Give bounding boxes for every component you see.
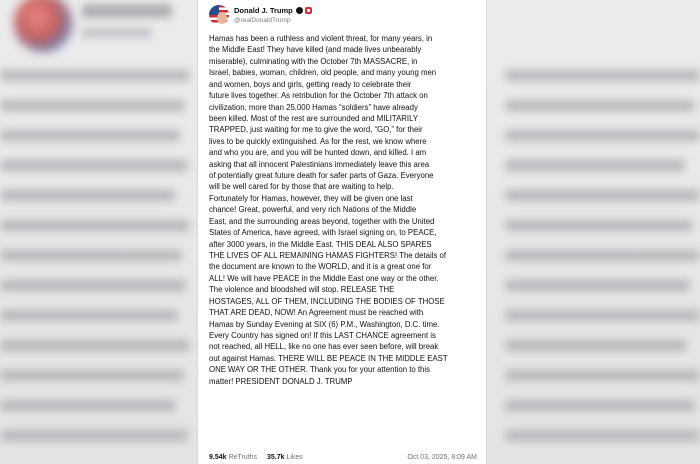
blurred-line [505,430,700,441]
post-card [197,0,487,464]
blurred-line [505,160,685,171]
blurred-line [0,70,190,81]
post-body-line: after 3000 years, in the Middle East. THIS DEAL ALSO SPARES [209,239,432,249]
blurred-line [0,370,184,381]
likes-stat[interactable] [267,454,303,461]
blurred-line [505,370,700,381]
post-body-line: the Middle East! They have killed (and made lives unbearably [209,45,422,55]
post-body-line: will be well cared for by those that are waiting to help. [209,182,394,192]
post-body-line: of potentially great future death for safer parts of Gaza. Everyone [209,171,434,181]
blurred-line [505,250,700,261]
blurred-line [0,400,176,411]
post-body-line: TRAPPED, just waiting for me to give the word, “GO,” for their [209,125,423,135]
post-body-line: the document are known to the WORLD, and it is a great one for [209,262,432,272]
blurred-line [0,220,190,231]
blurred-line [0,250,182,261]
retruths-label: ReTruths [228,454,258,461]
blurred-name [82,4,172,18]
avatar[interactable] [209,5,229,25]
blurred-line [505,220,693,231]
post-body-line: The violence and bloodshed will stop. RELEASE THE [209,285,395,295]
blurred-line [505,340,687,351]
blurred-line [505,130,700,141]
blurred-line [0,160,188,171]
account-badge-icon [305,7,312,14]
blurred-line [0,430,188,441]
post-body-line: and women, boys and girls, getting ready to celebrate their [209,79,412,89]
post-body-line: Every Country has signed on! If this LAST CHANCE agreement is [209,330,436,340]
blurred-line [0,190,175,201]
post-body-line: Hamas by Sunday Evening at SIX (6) P.M., Washington, D.C. time. [209,319,440,329]
post-body-line: ONE WAY OR THE OTHER. Thank you for your attention to this [209,365,430,375]
blurred-line [505,190,700,201]
verified-badge-icon [296,7,303,14]
blurred-avatar [14,0,72,52]
retruths-count: 9.54k [209,454,227,461]
post-footer [209,454,477,461]
blurred-handle [82,28,152,38]
post-body-line: States of America, have agreed, with Israel signing on, to PEACE, [209,228,437,238]
blurred-line [0,340,190,351]
post-body-line: future lives together. As retribution for the October 7th attack on [209,91,428,101]
blurred-line [0,100,185,111]
post-body-line: civilization, more than 25,000 Hamas “soldiers” have already [209,102,418,112]
blurred-line [505,280,690,291]
post-body-line: been killed. Most of the rest are surrounded and MILITARILY [209,113,419,123]
blurred-line [505,70,700,81]
blurred-line [505,400,695,411]
post-body-line: ALL! We will have PEACE in the Middle East one way or the other. [209,273,439,283]
retruths-stat[interactable] [209,454,257,461]
avatar-flag-icon [209,5,229,25]
post-body-line: Fortunately for Hamas, however, they will be given one last [209,193,413,203]
blurred-line [0,280,186,291]
post-body-line: asking that all innocent Palestinians immediately leave this area [209,159,430,169]
likes-count: 35.7k [266,454,285,461]
post-body-line: THE LIVES OF ALL REMAINING HAMAS FIGHTERS! The details of [209,251,447,261]
post-body-line: miserable), culminating with the October 7th MASSACRE, in [209,56,418,66]
post-body-line: and who you are, and you will be hunted down, and killed. I am [209,148,427,158]
post-body-line: out against Hamas. THERE WILL BE PEACE IN THE MIDDLE EAST [209,353,448,363]
likes-label: Likes [286,454,303,461]
author-name[interactable]: Donald J. Trump [234,6,293,15]
post-body-line: Hamas has been a ruthless and violent threat, for many years, in [209,34,433,43]
blurred-line [0,310,178,321]
blurred-line [0,130,180,141]
post-body-line: chance! Great, powerful, and very rich Nations of the Middle [209,205,417,215]
post-body [209,33,481,387]
post-body-line: matter! PRESIDENT DONALD J. TRUMP [209,376,353,386]
post-body-line: THAT ARE DEAD, NOW! An Agreement must be reached with [209,308,424,318]
post-timestamp[interactable]: Oct 03, 2025, 8:09 AM [407,454,477,461]
post-body-line: not reached, all HELL, like no one has ever seen before, will break [209,342,439,352]
post-body-line: lives to be quickly extinguished. As for the rest, we know where [209,136,427,146]
post-body-line: Israel, babies, woman, children, old people, and many young men [209,68,437,78]
author-handle[interactable]: @realDonaldTrump [234,17,291,24]
blurred-line [505,310,700,321]
post-body-line: East, and the surrounding areas beyond, together with the United [209,216,435,226]
post-body-line: HOSTAGES, ALL OF THEM, INCLUDING THE BODIES OF THOSE [209,296,445,306]
blurred-line [505,100,695,111]
